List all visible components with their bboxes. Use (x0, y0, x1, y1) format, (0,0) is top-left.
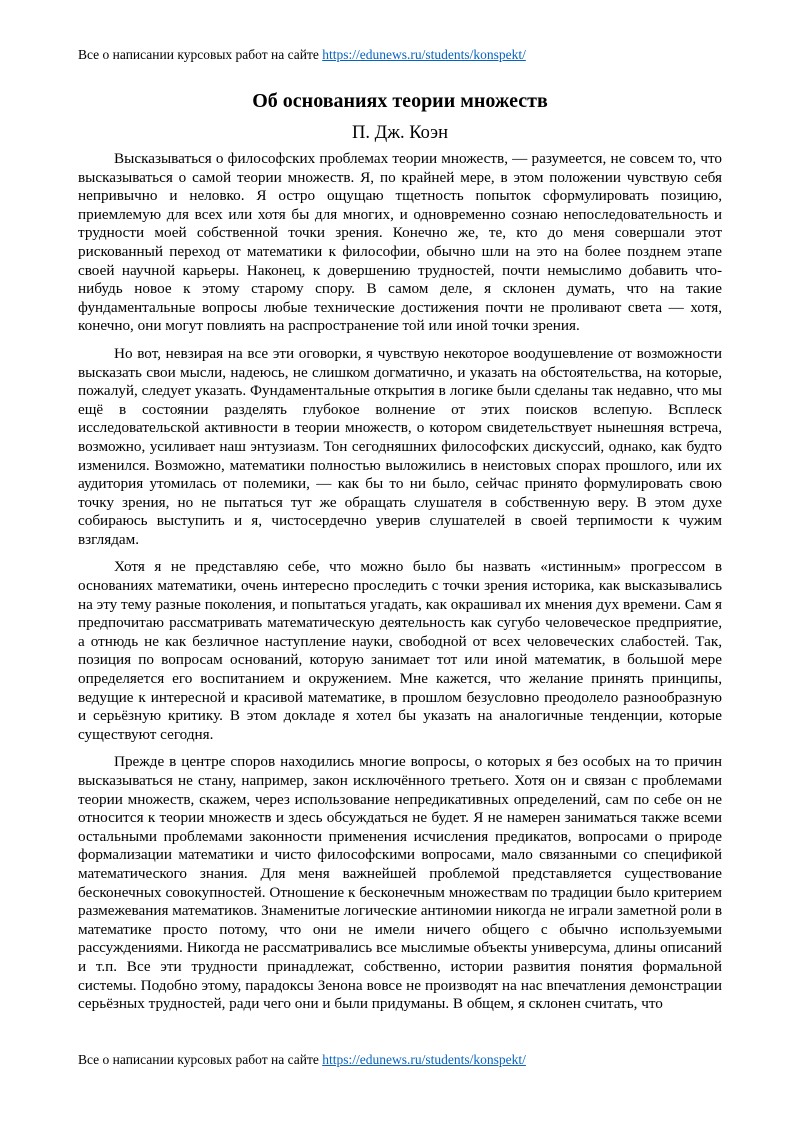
page-footer (78, 1051, 526, 1069)
header-link[interactable]: https://edunews.ru/students/konspekt/ (322, 47, 526, 62)
document-author: П. Дж. Коэн (352, 123, 448, 143)
paragraph-3: Хотя я не представляю себе, что можно было бы назвать «истинным» прогрессом в основаниях математики, очень интересно проследить с точки зрения историка, как высказывались на эту тему разные поколения, и попытаться угадать, как окрашивал их мнения дух времени. Сам я предпочитаю рассматривать математическую деятельность как сугубо человеческое предприятие, а отнюдь не как безличное наступление науки, свободной от всех человеческих слабостей. Так, позиция по вопросам оснований, которую занимает тот или иной математик, в большой мере определяется его воспитанием и окружением. Мне кажется, что желание принять принципы, ведущие к интересной и красивой математике, в прошлом безусловно преодолело разнообразную и серьёзную критику. В этом докладе я хотел бы указать на аналогичные тенденции, которые существуют сегодня. (78, 558, 722, 743)
page-header (78, 46, 526, 64)
header-text: Все о написании курсовых работ на сайте (78, 47, 323, 62)
footer-link[interactable]: https://edunews.ru/students/konspekt/ (322, 1052, 526, 1067)
paragraph-4: Прежде в центре споров находились многие вопросы, о которых я без особых на то причин высказываться не стану, например, закон исключённого третьего. Хотя он и связан с проблемами теории множеств, скажем, через использование непредикативных определений, сам по себе он не относится к теории множеств и здесь обсуждаться не будет. Я не намерен заниматься также всеми остальными проблемами законности применения исчисления предикатов, вопросами о природе формализации математики и чисто философскими вопросами, мало связанными со спецификой математического знания. Для меня важнейшей проблемой представляется существование бесконечных совокупностей. Отношение к бесконечным множествам по традиции было критерием размежевания математиков. Знаменитые логические антиномии никогда не играли заметной роли в математике просто потому, что они не имели ничего общего с обычно используемыми рассуждениями. Никогда не рассматривались все мыслимые объекты универсума, длины описаний и т.п. Все эти трудности принадлежат, собственно, истории развития понятия формальной системы. Подобно этому, парадоксы Зенона вовсе не производят на нас впечатления демонстрации серьёзных трудностей, ради чего они и были придуманы. В общем, я склонен считать, что (78, 753, 722, 1013)
paragraph-2: Но вот, невзирая на все эти оговорки, я чувствую некоторое воодушевление от возможности высказать свои мысли, надеюсь, не слишком догматично, и указать на обстоятельства, на которые, пожалуй, следует указать. Фундаментальные открытия в логике были сделаны так недавно, что мы ещё в состоянии разделять глубокое волнение от этих поисков вслепую. Всплеск исследовательской активности в теории множеств, о котором свидетельствует нынешняя встреча, возможно, усиливает наш энтузиазм. Тон сегодняшних философских дискуссий, однако, как будто изменился. Возможно, математики полностью выложились в неистовых спорах прошлого, или их аудитория утомилась от полемики, — как бы то ни было, сейчас принято формулировать свою точку зрения, но не пытаться тут же обращать слушателя в собственную веру. В этом духе собираюсь выступить и я, чистосердечно уверив слушателей в своей терпимости к чужим взглядам. (78, 344, 722, 548)
document-title: Об основаниях теории множеств (252, 90, 548, 112)
footer-text: Все о написании курсовых работ на сайте (78, 1052, 323, 1067)
document-body (78, 150, 722, 1042)
paragraph-1: Высказываться о философских проблемах теории множеств, — разумеется, не совсем то, что высказываться о самой теории множеств. Я, по крайней мере, в этом положении чувствую себя непривычно и неловко. Я остро ощущаю тщетность попыток сформулировать позицию, приемлемую для всех или хотя бы для многих, и одновременно сознаю непоследовательность и трудности моей собственной точки зрения. Конечно же, те, кто до меня совершали этот рискованный переход от математики к философии, обычно шли на это на более позднем этапе своей научной карьеры. Наконец, к довершению трудностей, почти немыслимо добавить что-нибудь новое к этому старому спору. В самом деле, я склонен думать, что на такие фундаментальные вопросы любые технические достижения почти не проливают света — хотя, конечно, они могут повлиять на распространение той или иной точки зрения. (78, 150, 722, 335)
